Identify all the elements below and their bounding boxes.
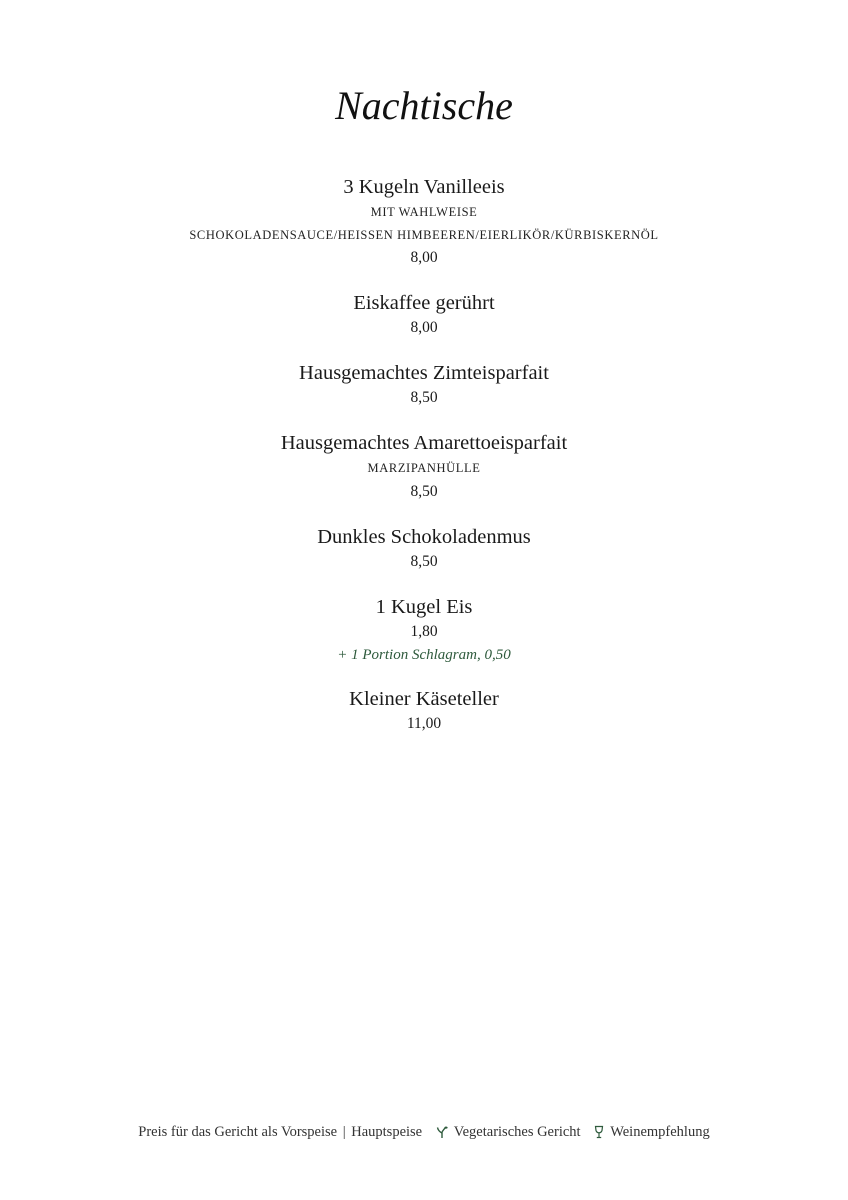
menu-item-zimteisparfait — [0, 360, 848, 410]
sprout-icon — [436, 1125, 448, 1145]
dish-name: Dunkles Schokoladenmus — [317, 526, 531, 548]
dish-price: 11,00 — [406, 715, 442, 732]
dish-price: 8,50 — [410, 553, 438, 570]
legend-footer — [0, 1122, 848, 1145]
page-title: Nachtische — [335, 83, 513, 128]
dish-name: 3 Kugeln Vanilleeis — [343, 176, 505, 198]
menu-item-eiskaffee — [0, 290, 848, 340]
price-note-separator: | — [342, 1124, 346, 1140]
dish-description: SCHOKOLADENSAUCE/HEISSEN HIMBEEREN/EIERLIKÖR/KÜRBISKERNÖL — [189, 228, 659, 242]
menu-item-schokoladenmus — [0, 524, 848, 574]
dish-description: MIT WAHLWEISE — [370, 205, 478, 219]
price-note-main: Hauptspeise — [351, 1124, 423, 1140]
dish-price: 1,80 — [410, 623, 438, 640]
dish-name: Hausgemachtes Zimteisparfait — [299, 362, 549, 384]
dish-name: Kleiner Käseteller — [349, 688, 499, 710]
dish-price: 8,50 — [410, 389, 438, 406]
menu-item-vanilla-ice-cream — [0, 174, 848, 270]
dish-extra-option: + 1 Portion Schlagram, 0,50 — [337, 647, 511, 663]
dish-description: MARZIPANHÜLLE — [367, 461, 481, 475]
dish-name: 1 Kugel Eis — [375, 596, 473, 618]
dish-price: 8,00 — [410, 249, 438, 266]
dish-name: Hausgemachtes Amarettoeisparfait — [280, 432, 568, 454]
wine-glass-icon — [594, 1125, 604, 1145]
menu-item-kugel-eis — [0, 594, 848, 666]
menu-item-kaeseteller — [0, 686, 848, 736]
menu-item-amarettoeisparfait — [0, 430, 848, 504]
dish-name: Eiskaffee gerührt — [353, 292, 495, 314]
price-note-starter: Preis für das Gericht als Vorspeise — [138, 1124, 338, 1140]
dessert-menu — [0, 174, 848, 756]
dish-price: 8,50 — [410, 483, 438, 500]
wine-recommendation-label: Weinempfehlung — [610, 1124, 710, 1140]
vegetarian-label: Vegetarisches Gericht — [453, 1124, 581, 1140]
dish-price: 8,00 — [410, 319, 438, 336]
